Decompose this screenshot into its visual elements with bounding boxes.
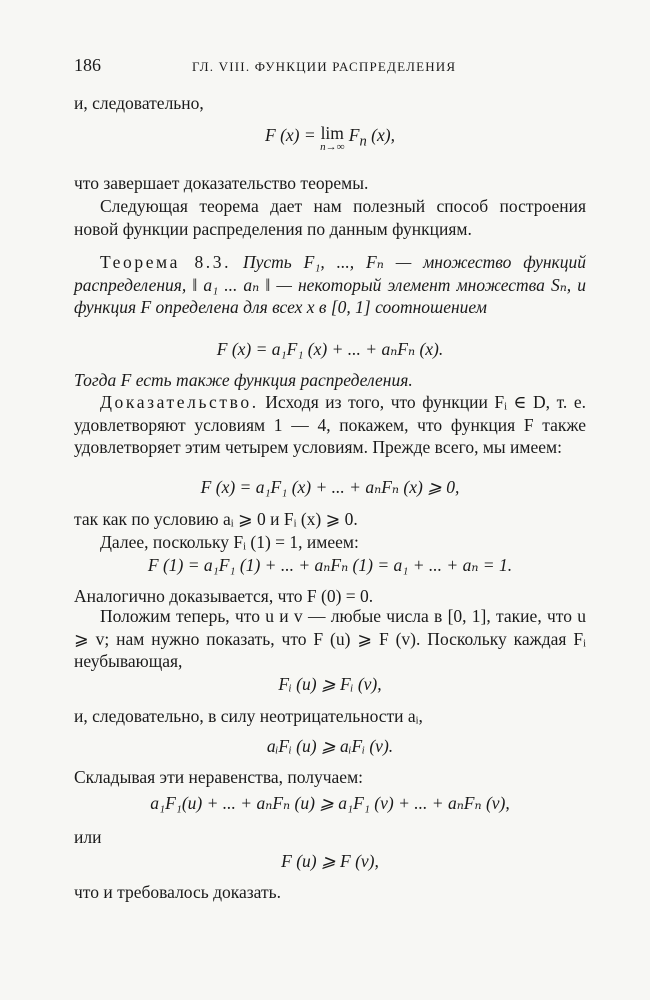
equation: aᵢFᵢ (u) ⩾ aᵢFᵢ (v).	[266, 736, 394, 756]
text-paragraph: Складывая эти неравенства, получаем:	[74, 767, 364, 787]
theorem-label: Теорема 8.3.	[100, 252, 232, 272]
running-title: ГЛ. VIII. ФУНКЦИИ РАСПРЕДЕЛЕНИЯ	[192, 59, 457, 74]
equation: F (x) = a₁F₁ (x) + ... + aₙFₙ (x) ⩾ 0,	[200, 477, 460, 497]
text-paragraph: что и требовалось доказать.	[74, 882, 282, 902]
limit-word: lim	[320, 123, 344, 143]
theorem-conclusion: Тогда F есть также функция распределения.	[74, 370, 413, 390]
equation: F (1) = a₁F₁ (1) + ... + aₙFₙ (1) = a₁ + ... + aₙ = 1.	[147, 555, 513, 575]
proof-paragraph	[74, 391, 586, 459]
equation-limit	[74, 124, 586, 153]
text-paragraph: Положим теперь, что u и v — любые числа в [0, 1], такие, что u ⩾ v; нам нужно показать, что F (u) ⩾ F (v). Поскольку каждая Fᵢ неубывающая,	[74, 606, 586, 671]
equation-part: F (x) =	[265, 125, 321, 145]
text-paragraph: Далее, поскольку Fᵢ (1) = 1, имеем:	[100, 532, 359, 552]
equation: a₁F₁(u) + ... + aₙFₙ (u) ⩾ a₁F₁ (v) + ... + aₙFₙ (v),	[150, 793, 510, 813]
equation: F (x) = a₁F₁ (x) + ... + aₙFₙ (x).	[216, 339, 444, 359]
equation-subscript: n	[359, 133, 367, 150]
text-paragraph: Следующая теорема дает нам полезный способ построения новой функции распределения по данным функциям.	[74, 196, 586, 239]
theorem-paragraph	[74, 251, 586, 319]
text-paragraph: так как по условию aᵢ ⩾ 0 и Fᵢ (x) ⩾ 0.	[74, 509, 358, 529]
theorem-text: Пусть F₁, ..., Fₙ — множество функций распределения, ‖ a₁ ... aₙ ‖ — некоторый элемент множества Sₙ, и функция F определена для всех x в [0, 1] соотношением	[74, 252, 586, 317]
text-paragraph: и, следовательно,	[74, 93, 204, 113]
text-paragraph: Аналогично доказывается, что F (0) = 0.	[74, 586, 374, 606]
equation: F (u) ⩾ F (v),	[281, 851, 379, 871]
proof-text: Исходя из того, что функции Fᵢ ∈ D, т. е. удовлетворяют условиям 1 — 4, покажем, что функция F также удовлетворяет этим четырем условиям. Прежде всего, мы имеем:	[74, 392, 586, 457]
text-paragraph: что завершает доказательство теоремы.	[74, 173, 369, 193]
page-header	[74, 54, 586, 76]
limit-subscript: n→∞	[320, 141, 345, 153]
limit-operator	[320, 124, 344, 153]
proof-label: Доказательство.	[100, 392, 259, 412]
text-paragraph: и, следовательно, в силу неотрицательности aᵢ,	[74, 706, 423, 726]
equation-part: (x),	[366, 125, 395, 145]
text-paragraph: или	[74, 827, 102, 847]
equation-part: F	[344, 125, 360, 145]
page-number: 186	[74, 55, 101, 75]
equation: Fᵢ (u) ⩾ Fᵢ (v),	[278, 674, 382, 694]
